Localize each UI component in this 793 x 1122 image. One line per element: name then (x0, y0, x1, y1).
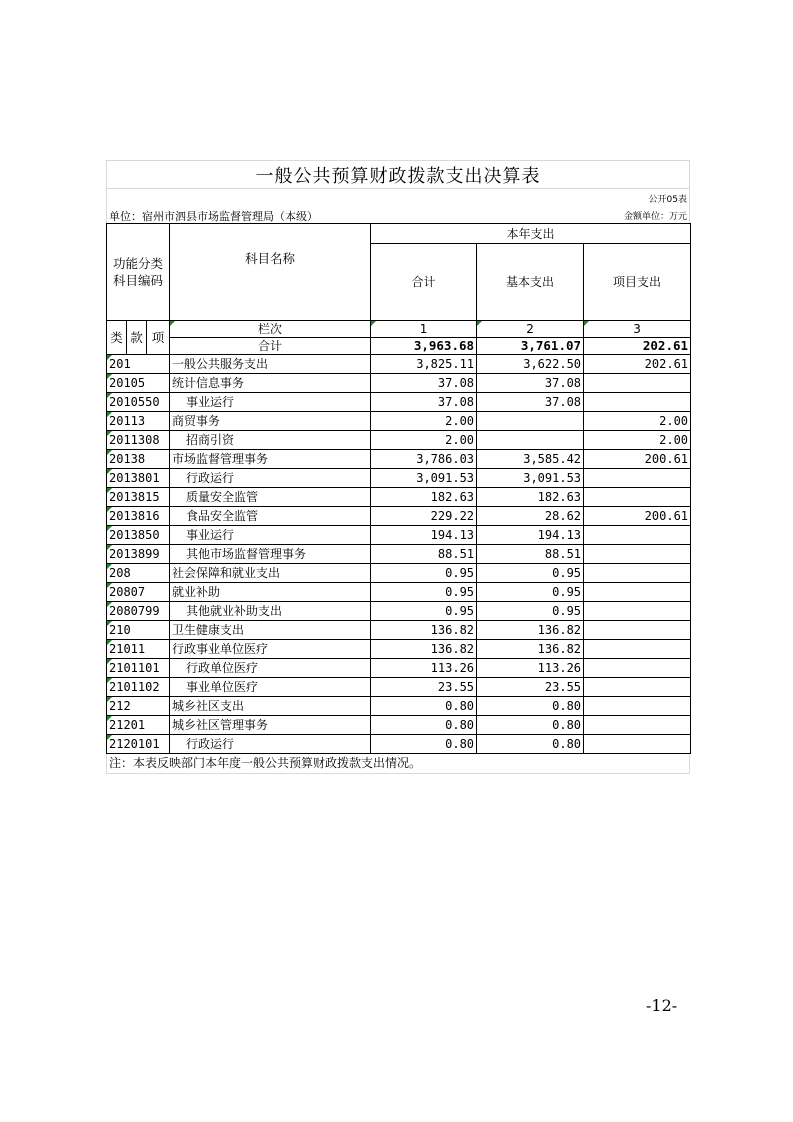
row-basic: 37.08 (477, 393, 584, 412)
row-project (584, 374, 691, 393)
row-subject-name: 其他就业补助支出 (170, 602, 371, 621)
row-total: 3,091.53 (371, 469, 477, 488)
row-code: 21201 (107, 716, 170, 735)
row-total: 182.63 (371, 488, 477, 507)
row-project (584, 621, 691, 640)
row-project (584, 564, 691, 583)
row-subject-name: 社会保障和就业支出 (170, 564, 371, 583)
row-code: 212 (107, 697, 170, 716)
row-project (584, 659, 691, 678)
row-project (584, 640, 691, 659)
table-row (107, 735, 691, 754)
row-basic: 0.95 (477, 564, 584, 583)
row-total: 194.13 (371, 526, 477, 545)
row-subject-name: 商贸事务 (170, 412, 371, 431)
unit-label: 单位：宿州市泗县市场监督管理局（本级） (109, 210, 318, 223)
form-number: 公开05表 (648, 195, 687, 205)
row-subject-name: 统计信息事务 (170, 374, 371, 393)
row-code: 20113 (107, 412, 170, 431)
row-total: 0.95 (371, 564, 477, 583)
unit-row (106, 206, 690, 223)
func-code-header: 功能分类科目编码 (107, 224, 170, 321)
table-row (107, 488, 691, 507)
column-no-3: 3 (584, 321, 691, 338)
summary-label: 合计 (170, 338, 371, 355)
table-row (107, 602, 691, 621)
row-project (584, 716, 691, 735)
row-subject-name: 质量安全监管 (170, 488, 371, 507)
row-project (584, 697, 691, 716)
table-row (107, 526, 691, 545)
row-subject-name: 食品安全监管 (170, 507, 371, 526)
row-project (584, 545, 691, 564)
lei-header: 类 (107, 321, 127, 355)
row-project (584, 583, 691, 602)
row-subject-name: 招商引资 (170, 431, 371, 450)
row-subject-name: 行政单位医疗 (170, 659, 371, 678)
row-total: 37.08 (371, 374, 477, 393)
row-basic (477, 412, 584, 431)
row-basic (477, 431, 584, 450)
row-subject-name: 一般公共服务支出 (170, 355, 371, 374)
row-subject-name: 城乡社区支出 (170, 697, 371, 716)
table-row (107, 697, 691, 716)
row-basic: 136.82 (477, 640, 584, 659)
row-total: 0.95 (371, 602, 477, 621)
report-title: 一般公共预算财政拨款支出决算表 (106, 160, 690, 189)
row-subject-name: 市场监督管理事务 (170, 450, 371, 469)
row-basic: 3,091.53 (477, 469, 584, 488)
row-basic: 37.08 (477, 374, 584, 393)
row-basic: 194.13 (477, 526, 584, 545)
row-project: 200.61 (584, 450, 691, 469)
row-total: 136.82 (371, 640, 477, 659)
subject-name-header: 科目名称 (170, 224, 371, 321)
row-total: 113.26 (371, 659, 477, 678)
row-code: 2120101 (107, 735, 170, 754)
summary-total: 3,963.68 (371, 338, 477, 355)
row-basic: 0.80 (477, 716, 584, 735)
row-basic: 113.26 (477, 659, 584, 678)
row-basic: 28.62 (477, 507, 584, 526)
table-row (107, 412, 691, 431)
row-project (584, 393, 691, 412)
row-code: 2010550 (107, 393, 170, 412)
table-row (107, 545, 691, 564)
basic-header: 基本支出 (477, 244, 584, 321)
summary-project: 202.61 (584, 338, 691, 355)
table-row (107, 355, 691, 374)
row-total: 37.08 (371, 393, 477, 412)
row-code: 21011 (107, 640, 170, 659)
table-row (107, 583, 691, 602)
table-row (107, 621, 691, 640)
row-total: 3,786.03 (371, 450, 477, 469)
page-number: -12- (646, 996, 678, 1015)
row-code: 2013850 (107, 526, 170, 545)
table-row (107, 640, 691, 659)
expenditure-table (106, 223, 691, 754)
row-total: 3,825.11 (371, 355, 477, 374)
column-no-label: 栏次 (170, 321, 371, 338)
xiang-header: 项 (147, 321, 170, 355)
row-total: 136.82 (371, 621, 477, 640)
row-total: 2.00 (371, 431, 477, 450)
row-code: 208 (107, 564, 170, 583)
row-project: 2.00 (584, 431, 691, 450)
row-subject-name: 事业单位医疗 (170, 678, 371, 697)
row-subject-name: 其他市场监督管理事务 (170, 545, 371, 564)
row-basic: 3,622.50 (477, 355, 584, 374)
table-row (107, 716, 691, 735)
row-project (584, 526, 691, 545)
row-basic: 0.80 (477, 735, 584, 754)
row-code: 20807 (107, 583, 170, 602)
table-row (107, 678, 691, 697)
row-code: 2013816 (107, 507, 170, 526)
row-total: 0.80 (371, 697, 477, 716)
row-code: 20105 (107, 374, 170, 393)
kuan-header: 款 (127, 321, 147, 355)
row-subject-name: 卫生健康支出 (170, 621, 371, 640)
table-row (107, 469, 691, 488)
row-code: 210 (107, 621, 170, 640)
row-basic: 0.80 (477, 697, 584, 716)
table-row (107, 374, 691, 393)
row-total: 0.80 (371, 716, 477, 735)
row-basic: 3,585.42 (477, 450, 584, 469)
row-subject-name: 就业补助 (170, 583, 371, 602)
row-basic: 0.95 (477, 602, 584, 621)
current-year-header: 本年支出 (371, 224, 691, 244)
column-no-1: 1 (371, 321, 477, 338)
table-row (107, 564, 691, 583)
project-header: 项目支出 (584, 244, 691, 321)
row-code: 20138 (107, 450, 170, 469)
row-code: 2013801 (107, 469, 170, 488)
row-code: 2013899 (107, 545, 170, 564)
row-total: 23.55 (371, 678, 477, 697)
row-subject-name: 城乡社区管理事务 (170, 716, 371, 735)
row-total: 2.00 (371, 412, 477, 431)
row-code: 2101101 (107, 659, 170, 678)
table-row (107, 450, 691, 469)
total-header: 合计 (371, 244, 477, 321)
row-basic: 0.95 (477, 583, 584, 602)
row-project (584, 678, 691, 697)
row-basic: 136.82 (477, 621, 584, 640)
row-project: 202.61 (584, 355, 691, 374)
row-total: 229.22 (371, 507, 477, 526)
row-project (584, 602, 691, 621)
row-subject-name: 事业运行 (170, 526, 371, 545)
row-subject-name: 行政运行 (170, 735, 371, 754)
row-project (584, 469, 691, 488)
row-code: 2101102 (107, 678, 170, 697)
row-subject-name: 事业运行 (170, 393, 371, 412)
row-project (584, 735, 691, 754)
table-row (107, 393, 691, 412)
form-number-row (106, 189, 690, 206)
row-basic: 88.51 (477, 545, 584, 564)
row-basic: 182.63 (477, 488, 584, 507)
row-subject-name: 行政事业单位医疗 (170, 640, 371, 659)
row-total: 0.95 (371, 583, 477, 602)
table-row (107, 659, 691, 678)
summary-basic: 3,761.07 (477, 338, 584, 355)
row-project (584, 488, 691, 507)
row-project: 2.00 (584, 412, 691, 431)
row-total: 88.51 (371, 545, 477, 564)
row-total: 0.80 (371, 735, 477, 754)
table-row (107, 431, 691, 450)
table-note: 注：本表反映部门本年度一般公共预算财政拨款支出情况。 (106, 754, 690, 774)
column-no-2: 2 (477, 321, 584, 338)
row-code: 201 (107, 355, 170, 374)
row-basic: 23.55 (477, 678, 584, 697)
row-code: 2011308 (107, 431, 170, 450)
row-code: 2013815 (107, 488, 170, 507)
row-subject-name: 行政运行 (170, 469, 371, 488)
row-code: 2080799 (107, 602, 170, 621)
amount-unit: 金额单位：万元 (623, 212, 687, 222)
row-project: 200.61 (584, 507, 691, 526)
table-row (107, 507, 691, 526)
budget-sheet (106, 160, 690, 774)
